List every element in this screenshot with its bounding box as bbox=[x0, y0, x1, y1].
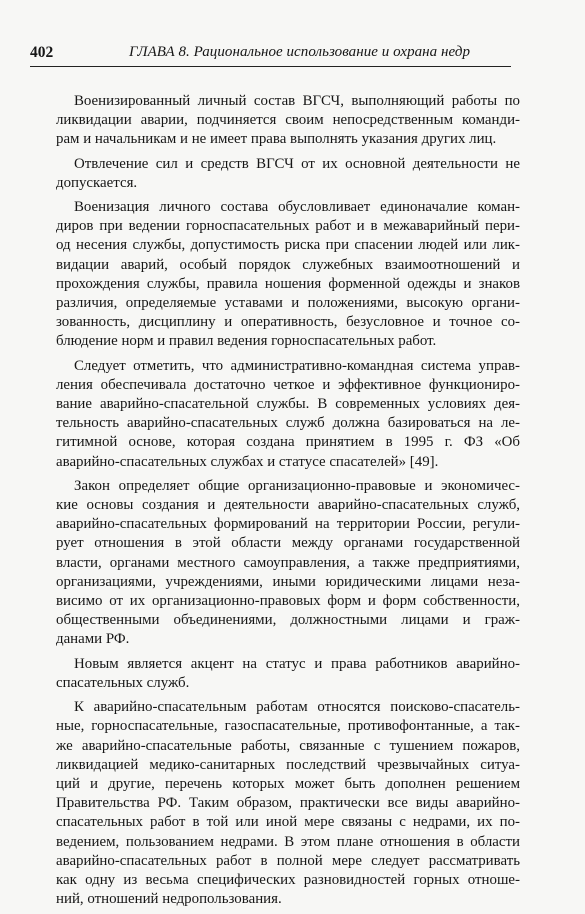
text-line: ний, отношений недропользования. bbox=[56, 891, 282, 908]
text-line: допускается. bbox=[56, 174, 138, 191]
text-line: рам и начальникам и не имеет права выполнять указания других лиц. bbox=[56, 131, 497, 148]
paragraph bbox=[56, 655, 520, 693]
text-line: ления обеспечивала достаточно четкое и эффективное функциониро- bbox=[56, 376, 520, 393]
text-line: спасательных служб. bbox=[56, 674, 190, 691]
text-line: общественными объединениями, должностными лицами и граж- bbox=[56, 612, 520, 629]
text-line: Военизация личного состава обусловливает единоначалие коман- bbox=[74, 199, 520, 216]
paragraph bbox=[56, 477, 520, 650]
page-number: 402 bbox=[30, 44, 54, 61]
text-line: ные, горноспасательные, газоспасательные, противофонтанные, а так- bbox=[56, 718, 520, 735]
text-line: Отвлечение сил и средств ВГСЧ от их основной деятельности не bbox=[74, 155, 520, 172]
paragraph bbox=[56, 155, 520, 193]
text-line: как одну из весьма специфических разновидностей горных отноше- bbox=[56, 871, 520, 888]
text-line: власти, органами местного самоуправления, а также предприятиями, bbox=[56, 554, 520, 571]
text-line: К аварийно-спасательным работам относятся поисково-спасатель- bbox=[74, 699, 520, 716]
text-line: тельность аварийно-спасательных служб должна базироваться на ле- bbox=[56, 415, 520, 432]
text-line: аварийно-спасательных службах и статусе спасателей» [49]. bbox=[56, 453, 439, 470]
text-line: ликвидации аварии, подчиняется своим непосредственным команди- bbox=[56, 112, 520, 129]
page-header bbox=[30, 42, 511, 67]
text-line: вание аварийно-спасательной службы. В современных условиях дея- bbox=[56, 396, 520, 413]
text-line: аварийно-спасательных работ в полной мере следует рассматривать bbox=[56, 852, 520, 869]
text-line: аварийно-спасательных формирований на территории России, регули- bbox=[56, 516, 520, 533]
text-line: рует отношения в этой области между органами государственной bbox=[56, 535, 520, 552]
text-line: ций и другие, перечень которых может быть дополнен решением bbox=[56, 775, 520, 792]
paragraph bbox=[56, 92, 520, 150]
text-line: зованность, дисциплину и оперативность, безусловное и точное со- bbox=[56, 314, 520, 331]
paragraph bbox=[56, 198, 520, 352]
text-line: организациями, учреждениями, иными юридическими лицами неза- bbox=[56, 573, 520, 590]
text-line: видации аварий, особый порядок служебных взаимоотношений и bbox=[56, 256, 520, 273]
text-line: гитимной основе, которая создана принятием в 1995 г. ФЗ «Об bbox=[56, 434, 520, 451]
text-line: диров при ведении горноспасательных работ и в межаварийный пери- bbox=[56, 218, 520, 235]
text-line: кие основы создания и деятельности аварийно-спасательных служб, bbox=[56, 497, 520, 514]
text-line: Правительства РФ. Таким образом, практически все виды аварийно- bbox=[56, 795, 520, 812]
text-line: ведением, пользованием недрами. В этом плане отношения в области bbox=[56, 833, 520, 850]
text-line: Следует отметить, что административно-командная система управ- bbox=[74, 357, 520, 374]
text-line: Военизированный личный состав ВГСЧ, выполняющий работы по bbox=[74, 93, 520, 109]
paragraph bbox=[56, 357, 520, 472]
body-text bbox=[56, 92, 520, 914]
text-line: Закон определяет общие организационно-правовые и экономичес- bbox=[74, 477, 520, 494]
text-line: висимо от их организационно-правовых форм и форм собственности, bbox=[56, 593, 520, 610]
text-line: од несения службы, допустимость риска при спасении людей или лик- bbox=[56, 237, 520, 254]
text-line: данами РФ. bbox=[56, 631, 130, 648]
text-line: Новым является акцент на статус и права работников аварийно- bbox=[74, 655, 520, 672]
running-title: ГЛАВА 8. Рациональное использование и охрана недр bbox=[129, 44, 471, 60]
paragraph bbox=[56, 698, 520, 909]
text-line: ликвидацией медико-санитарных последствий чрезвычайных ситуа- bbox=[56, 756, 520, 773]
text-line: блюдение норм и правил ведения горноспасательных работ. bbox=[56, 333, 437, 350]
text-line: спасательных работ в той или иной мере связаны с недрами, их по- bbox=[56, 814, 520, 831]
text-line: же аварийно-спасательные работы, связанные с тушением пожаров, bbox=[56, 737, 520, 754]
text-line: прохождения службы, правила ношения форменной одежды и знаков bbox=[56, 275, 520, 292]
text-line: различия, определяемые уставами и положениями, высокую органи- bbox=[56, 295, 520, 312]
